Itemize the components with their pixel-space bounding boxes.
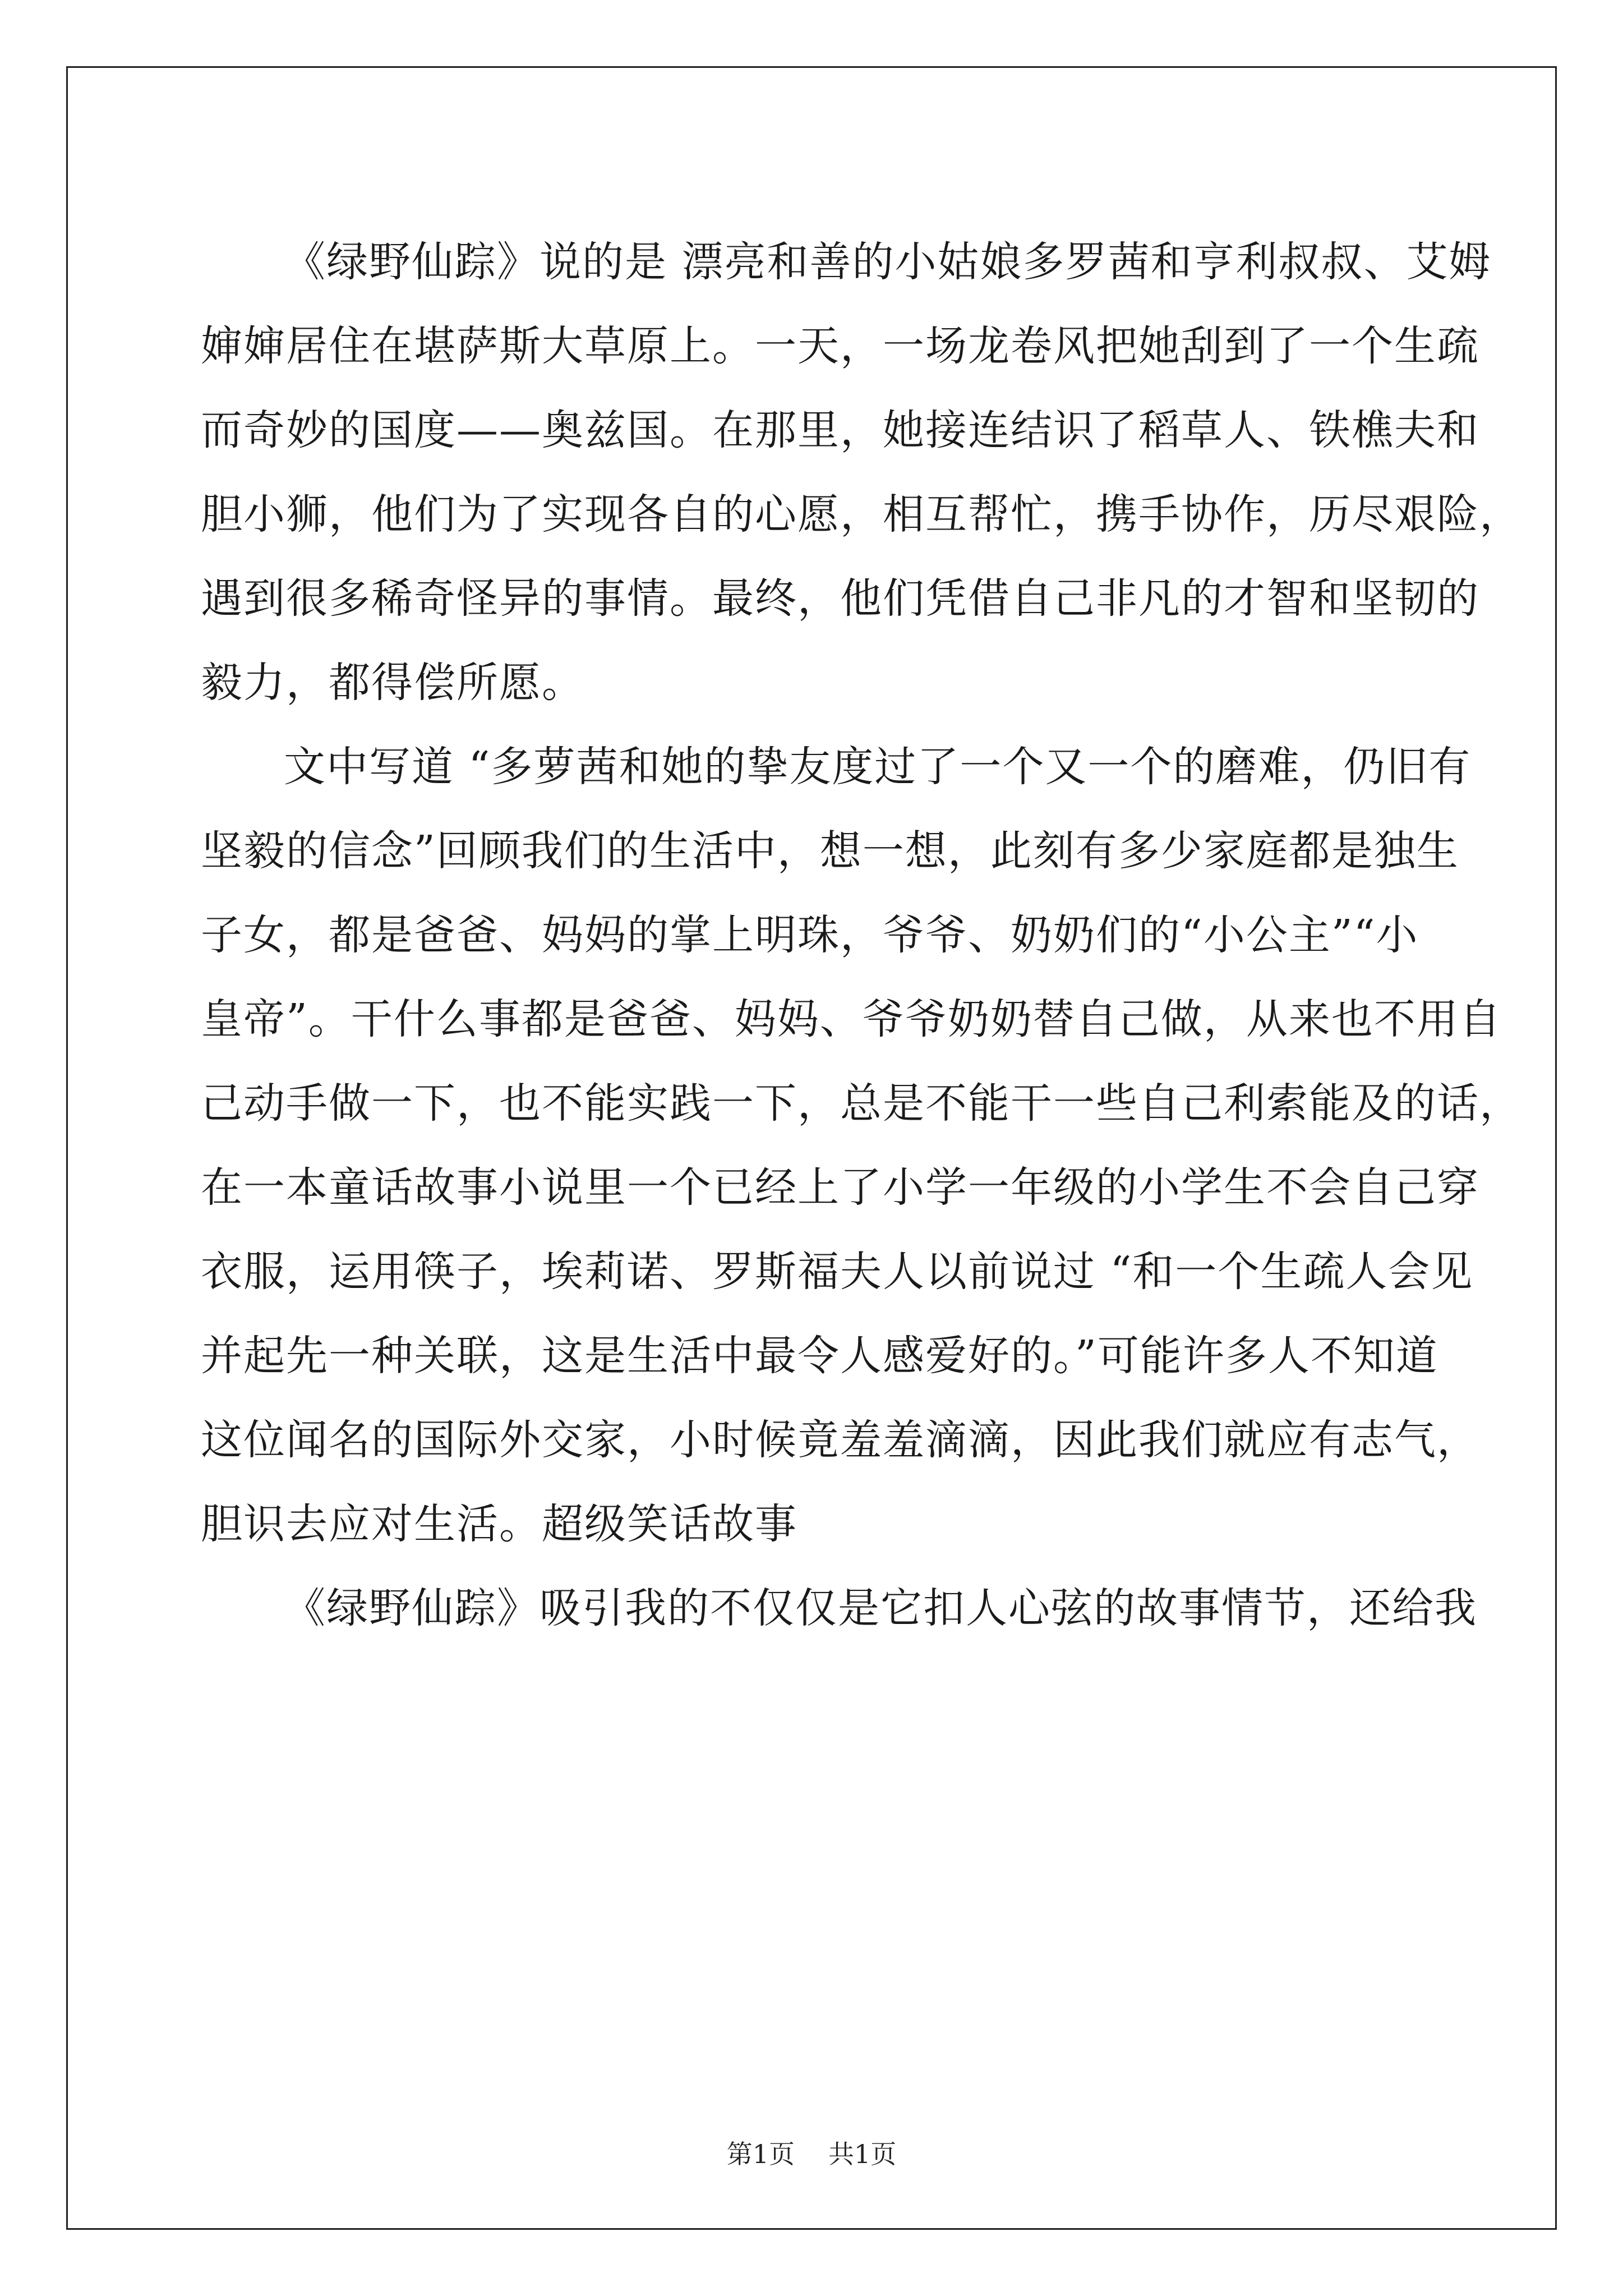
- paragraph-2-line-2: 坚毅的信念”回顾我们的生活中，想一想，此刻有多少家庭都是独生: [201, 827, 1459, 875]
- paragraph-2-line-5: 己动手做一下，也不能实践一下，总是不能干一些自己利索能及的话，: [201, 1079, 1522, 1128]
- paragraph-3-line-1: 《绿野仙踪》吸引我的不仅仅是它扣人心弦的故事情节，还给我: [284, 1584, 1477, 1632]
- page-total: 共1页: [828, 2139, 897, 2169]
- paragraph-2-line-3: 子女，都是爸爸、妈妈的掌上明珠，爷爷、奶奶们的“小公主”“小: [201, 911, 1419, 959]
- paragraph-2-line-1: 文中写道 “多萝茜和她的挚友度过了一个又一个的磨难，仍旧有: [284, 743, 1472, 791]
- paragraph-2-line-7: 衣服，运用筷子，埃莉诺、罗斯福夫人以前说过 “和一个生疏人会见: [201, 1248, 1474, 1296]
- page-footer: [0, 2137, 1623, 2171]
- document-body: [201, 220, 1522, 1650]
- paragraph-1-line-5: 遇到很多稀奇怪异的事情。最终，他们凭借自己非凡的才智和坚韧的: [201, 574, 1479, 623]
- paragraph-1-line-1: 《绿野仙踪》说的是 漂亮和善的小姑娘多罗茜和亨利叔叔、艾姆: [284, 238, 1492, 286]
- paragraph-2-line-10: 胆识去应对生活。超级笑话故事: [201, 1500, 797, 1548]
- paragraph-1-line-4: 胆小狮，他们为了实现各自的心愿，相互帮忙，携手协作，历尽艰险，: [201, 490, 1522, 539]
- paragraph-1-line-6: 毅力，都得偿所愿。: [201, 659, 584, 707]
- paragraph-2-line-8: 并起先一种关联，这是生活中最令人感爱好的。”可能许多人不知道: [201, 1332, 1438, 1380]
- paragraph-2-line-6: 在一本童话故事小说里一个已经上了小学一年级的小学生不会自己穿: [201, 1163, 1479, 1212]
- paragraph-1-line-3: 而奇妙的国度——奥兹国。在那里，她接连结识了稻草人、铁樵夫和: [201, 406, 1479, 454]
- paragraph-2-line-4: 皇帝”。干什么事都是爸爸、妈妈、爷爷奶奶替自己做，从来也不用自: [201, 995, 1502, 1043]
- paragraph-2-line-9: 这位闻名的国际外交家，小时候竟羞羞滴滴，因此我们就应有志气，: [201, 1416, 1479, 1464]
- page-number: 第1页: [726, 2139, 795, 2169]
- paragraph-1-line-2: 婶婶居住在堪萨斯大草原上。一天，一场龙卷风把她刮到了一个生疏: [201, 322, 1479, 370]
